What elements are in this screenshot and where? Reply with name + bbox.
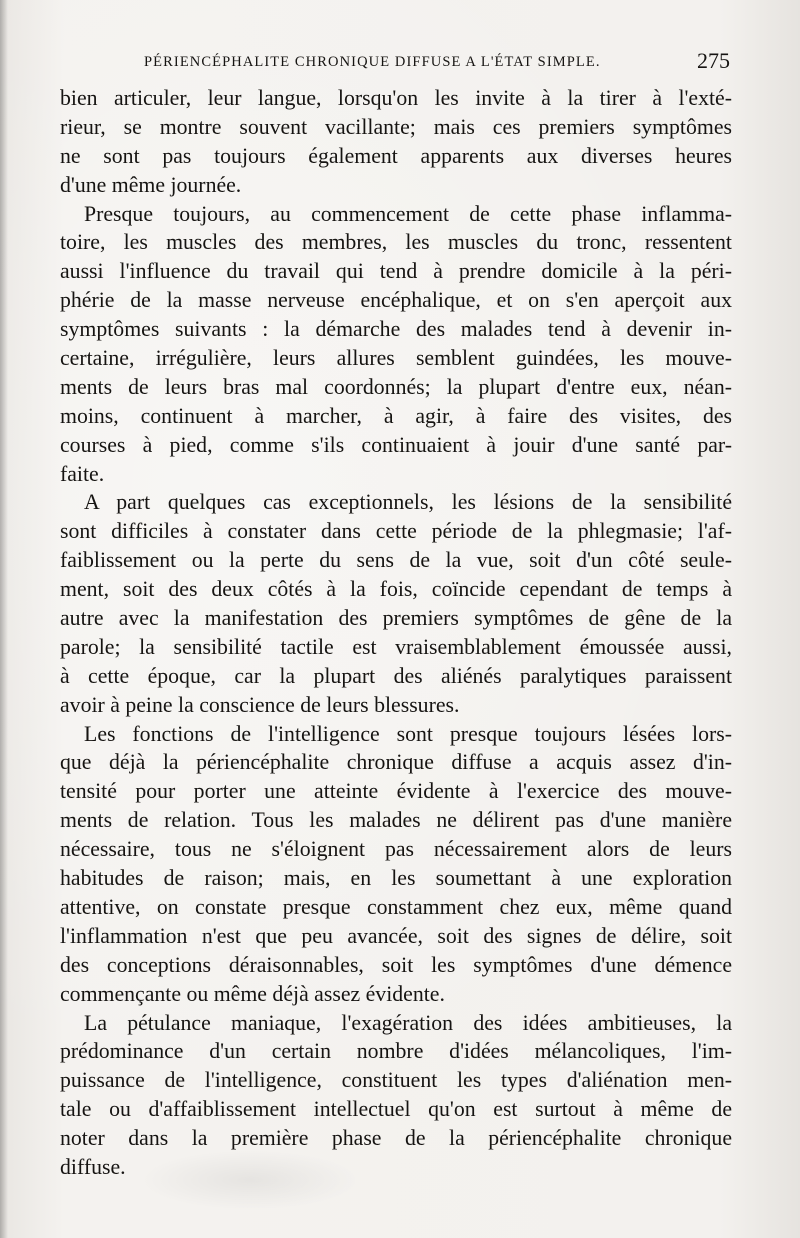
text-line: faiblissement ou la perte du sens de la vue, soit d'un côté seule-: [60, 548, 732, 573]
text-line: La pétulance maniaque, l'exagération des idées ambitieuses, la: [84, 1010, 732, 1035]
text-line: autre avec la manifestation des premiers symptômes de gêne de la: [60, 606, 732, 631]
text-line: attentive, on constate presque constamment chez eux, même quand: [60, 894, 732, 919]
text-line: habitudes de raison; mais, en les soumettant à une exploration: [60, 866, 732, 891]
text-line: avoir à peine la conscience de leurs blessures.: [60, 692, 460, 717]
text-line: commençante ou même déjà assez évidente.: [60, 981, 445, 1006]
text-line: l'inflammation n'est que peu avancée, soit des signes de délire, soit: [60, 923, 732, 948]
text-line: courses à pied, comme s'ils continuaient à jouir d'une santé par-: [60, 432, 732, 457]
text-line: ments de leurs bras mal coordonnés; la plupart d'entre eux, néan-: [60, 374, 732, 399]
page-number: 275: [697, 48, 730, 73]
body-text: [60, 84, 732, 1182]
paragraph: [60, 200, 732, 489]
text-line: ment, soit des deux côtés à la fois, coïncide cependant de temps à: [60, 577, 732, 602]
paragraph: [60, 84, 732, 200]
text-line: ments de relation. Tous les malades ne délirent pas d'une manière: [60, 808, 732, 833]
text-line: Presque toujours, au commencement de cette phase inflamma-: [84, 201, 732, 226]
text-line: prédominance d'un certain nombre d'idées mélancoliques, l'im-: [60, 1039, 732, 1064]
text-line: tensité pour porter une atteinte évidente à l'exercice des mouve-: [60, 779, 732, 804]
text-line: sont difficiles à constater dans cette période de la phlegmasie; l'af-: [60, 519, 732, 544]
text-line: bien articuler, leur langue, lorsqu'on les invite à la tirer à l'exté-: [60, 86, 732, 110]
text-line: A part quelques cas exceptionnels, les lésions de la sensibilité: [84, 490, 732, 515]
text-line: aussi l'influence du travail qui tend à prendre domicile à la péri-: [60, 259, 732, 284]
text-line: que déjà la périencéphalite chronique diffuse a acquis assez d'in-: [60, 750, 732, 775]
text-line: certaine, irrégulière, leurs allures semblent guindées, les mouve-: [60, 346, 732, 371]
text-line: symptômes suivants : la démarche des malades tend à devenir in-: [60, 317, 732, 342]
paragraph: [60, 488, 732, 719]
text-line: toire, les muscles des membres, les muscles du tronc, ressentent: [60, 230, 732, 255]
text-line: noter dans la première phase de la périencéphalite chronique: [60, 1126, 732, 1151]
paragraph: [60, 720, 732, 1009]
text-line: des conceptions déraisonnables, soit les symptômes d'une démence: [60, 952, 732, 977]
text-line: puissance de l'intelligence, constituent les types d'aliénation men-: [60, 1068, 732, 1093]
text-line: parole; la sensibilité tactile est vraisemblablement émoussée aussi,: [60, 634, 732, 659]
running-title: PÉRIENCÉPHALITE CHRONIQUE DIFFUSE A L'ÉTAT SIMPLE.: [144, 54, 601, 70]
page-edge-shadow: [0, 0, 8, 1238]
text-line: phérie de la masse nerveuse encéphalique, et on s'en aperçoit aux: [60, 288, 732, 313]
text-line: ne sont pas toujours également apparents aux diverses heures: [60, 143, 732, 168]
page-header: [60, 48, 732, 76]
text-line: tale ou d'affaiblissement intellectuel qu'on est surtout à même de: [60, 1097, 732, 1122]
text-line: d'une même journée.: [60, 172, 242, 197]
text-line: nécessaire, tous ne s'éloignent pas nécessairement alors de leurs: [60, 837, 732, 862]
text-line: diffuse.: [60, 1154, 126, 1179]
text-line: faite.: [60, 461, 105, 486]
text-line: rieur, se montre souvent vacillante; mais ces premiers symptômes: [60, 114, 732, 139]
text-line: à cette époque, car la plupart des aliénés paralytiques paraissent: [60, 663, 732, 688]
paper-smudge: [140, 1150, 360, 1210]
text-line: moins, continuent à marcher, à agir, à faire des visites, des: [60, 403, 732, 428]
text-line: Les fonctions de l'intelligence sont presque toujours lésées lors-: [84, 721, 732, 746]
